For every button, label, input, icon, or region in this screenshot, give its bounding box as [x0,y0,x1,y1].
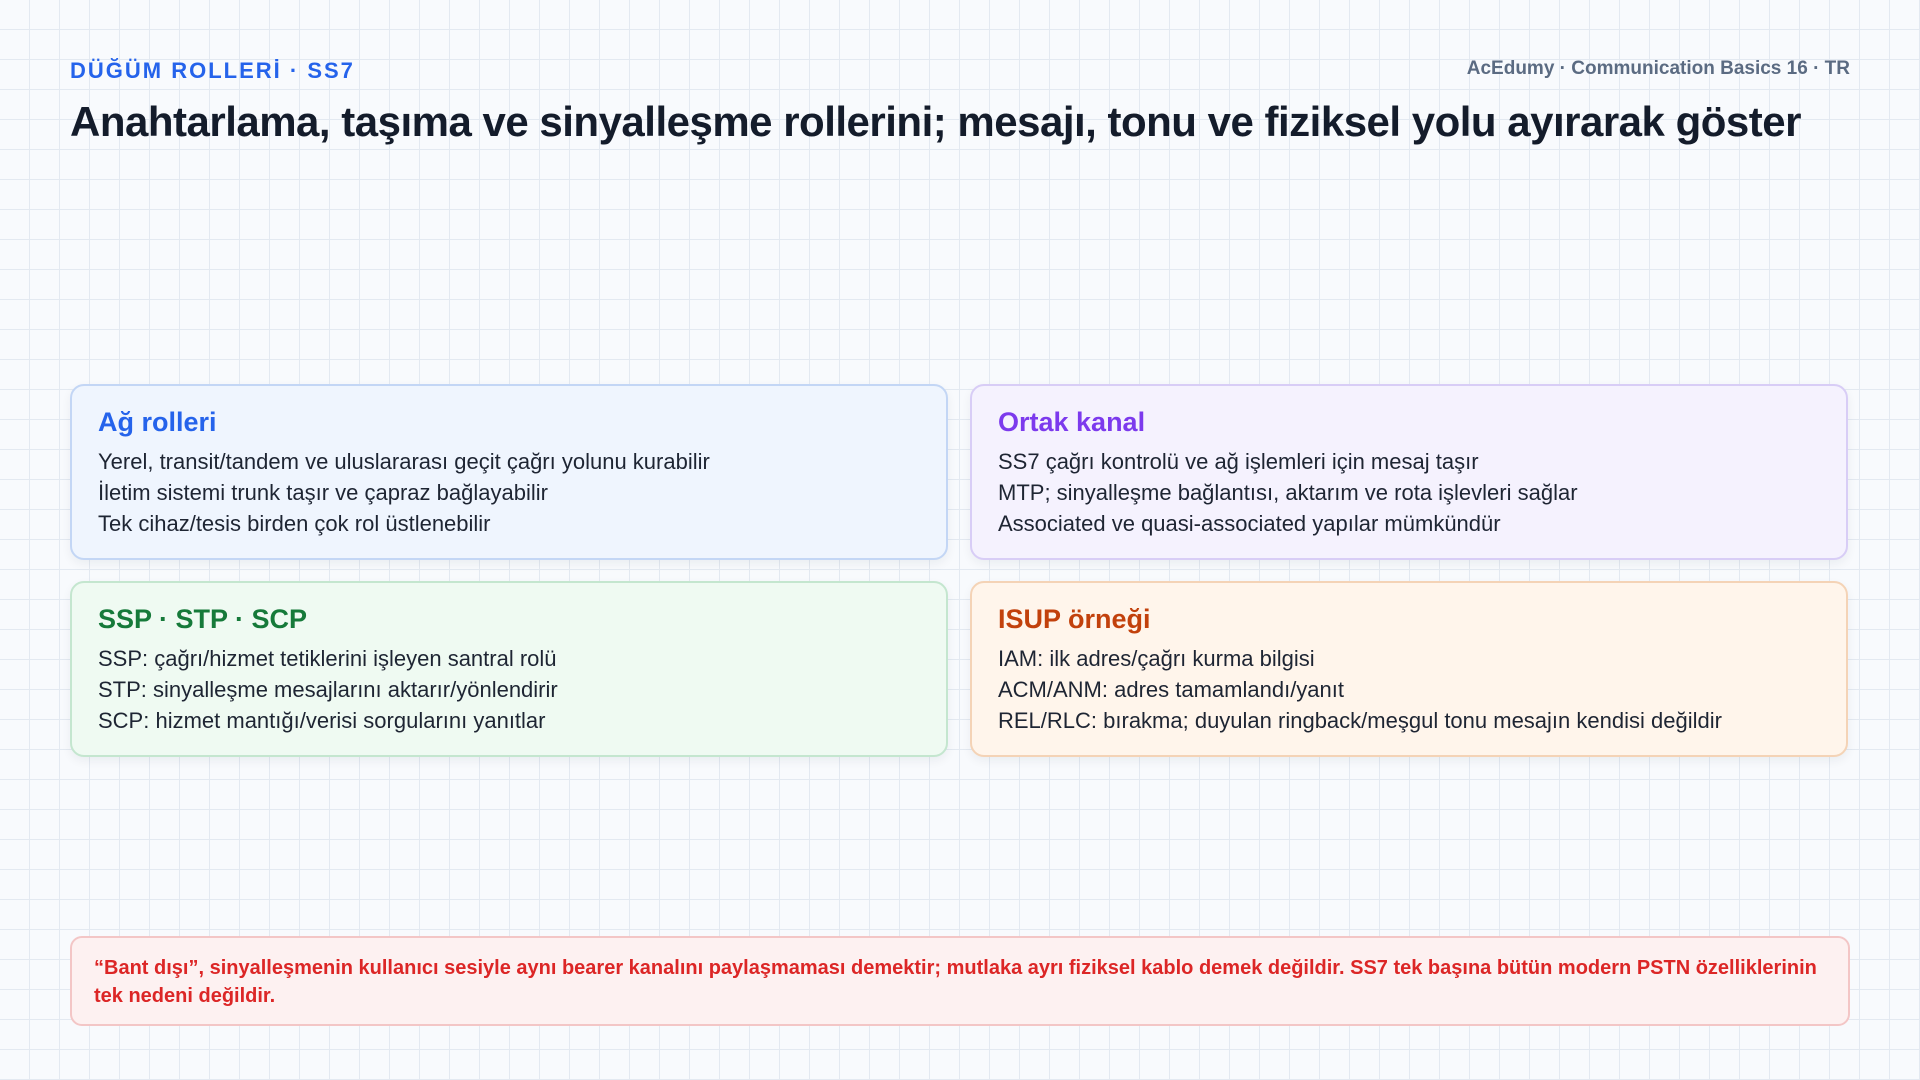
card-network-roles [70,384,948,560]
card-line: SCP: hizmet mantığı/verisi sorgularını yanıtlar [98,708,546,733]
card-line: Yerel, transit/tandem ve uluslararası geçit çağrı yolunu kurabilir [98,449,710,474]
card-title: ISUP örneği [998,604,1151,634]
card-common-channel [970,384,1848,560]
card-line: İletim sistemi trunk taşır ve çapraz bağlayabilir [98,480,548,505]
card-title: SSP · STP · SCP [98,604,308,634]
course-label: AcEdumy · Communication Basics 16 · TR [1466,58,1850,79]
page-title: Anahtarlama, taşıma ve sinyalleşme rollerini; mesajı, tonu ve fiziksel yolu ayırarak göster [70,98,1801,145]
card-title: Ağ rolleri [98,407,217,437]
card-line: MTP; sinyalleşme bağlantısı, aktarım ve rota işlevleri sağlar [998,480,1578,505]
card-ssp-stp-scp [70,581,948,757]
card-line: ACM/ANM: adres tamamlandı/yanıt [998,677,1345,702]
card-line: REL/RLC: bırakma; duyulan ringback/meşgul tonu mesajın kendisi değildir [998,708,1722,733]
card-line: STP: sinyalleşme mesajlarını aktarır/yönlendirir [98,677,558,702]
card-line: Tek cihaz/tesis birden çok rol üstlenebilir [98,511,491,536]
section-eyebrow: DÜĞÜM ROLLERİ · SS7 [70,58,355,83]
card-line: SSP: çağrı/hizmet tetiklerini işleyen santral rolü [98,646,557,671]
card-line: Associated ve quasi-associated yapılar mümkündür [998,511,1501,536]
card-line: SS7 çağrı kontrolü ve ağ işlemleri için mesaj taşır [998,449,1479,474]
card-title: Ortak kanal [998,407,1146,437]
card-isup-example [970,581,1848,757]
warning-note: “Bant dışı”, sinyalleşmenin kullanıcı sesiyle aynı bearer kanalını paylaşmaması demektir; mutlaka ayrı fiziksel kablo demek değildir. SS7 tek başına bütün modern PSTN özelliklerinin tek nedeni değildir. [70,936,1850,1026]
card-line: IAM: ilk adres/çağrı kurma bilgisi [998,646,1315,671]
